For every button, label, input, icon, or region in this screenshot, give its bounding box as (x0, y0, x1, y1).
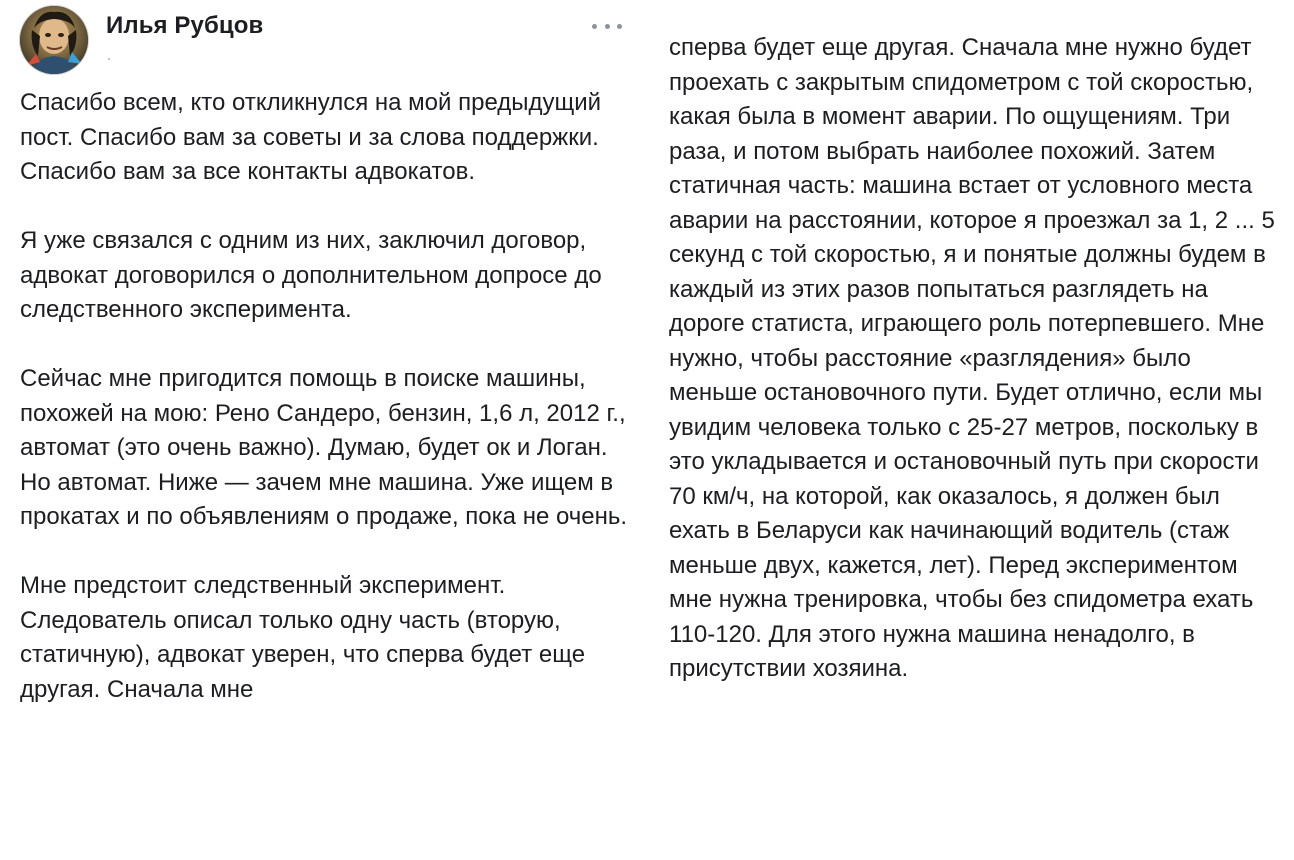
post-panel-right (654, 0, 1294, 860)
more-dot-1 (592, 24, 597, 29)
user-avatar-icon[interactable] (20, 6, 88, 74)
author-name[interactable]: Илья Рубцов (106, 12, 264, 39)
more-dot-2 (605, 24, 610, 29)
continuation-paragraph: сперва будет еще другая. Сначала мне нужно будет проехать с закрытым спидометром с той скоростью, какая была в момент аварии. По ощущениям. Три раза, и потом выбрать наиболее похожий. Затем статичная часть: машина встает от условного места аварии на расстоянии, которое я проезжал за 1, 2 ... 5 секунд с той скоростью, я и понятые должны будем в каждый из этих разов попытаться разглядеть на дороге статиста, играющего роль потерпевшего. Мне нужно, чтобы расстояние «разглядения» было меньше остановочного пути. Будет отлично, если мы увидим человека только с 25-27 метров, поскольку в это укладывается и остановочный путь при скорости 70 км/ч, на которой, как оказалось, я должен был ехать в Беларуси как начинающий водитель (стаж меньше двух, кажется, лет). Перед экспериментом мне нужна тренировка, чтобы без спидометра ехать 110-120. Для этого нужна машина ненадолго, в присутствии хозяина. (669, 34, 1275, 682)
more-options-icon[interactable] (592, 18, 622, 34)
post-body (20, 86, 630, 707)
panel-divider (640, 0, 654, 860)
post-paragraph: Мне предстоит следственный эксперимент. Следователь описал только одну часть (вторую, статичную), адвокат уверен, что сперва будет еще другая. Сначала мне (20, 572, 586, 703)
meta-dot (108, 58, 110, 60)
post-header (20, 6, 626, 76)
more-dot-3 (617, 24, 622, 29)
avatar-image (20, 6, 88, 74)
post-privacy-icon[interactable] (106, 52, 112, 62)
post-panel-left (0, 0, 640, 860)
post-paragraph: Спасибо всем, кто откликнулся на мой предыдущий пост. Спасибо вам за советы и за слова поддержки. Спасибо вам за все контакты адвокатов. (20, 89, 602, 185)
post-paragraph: Сейчас мне пригодится помощь в поиске машины, похожей на мою: Рено Сандеро, бензин, 1,6 л, 2012 г., автомат (это очень важно). Думаю, будет ок и Логан. Но автомат. Ниже — зачем мне машина. Уже ищем в прокатах и по объявлениям о продаже, пока не очень. (20, 365, 628, 530)
post-continuation (669, 31, 1284, 687)
post-paragraph: Я уже связался с одним из них, заключил договор, адвокат договорился о дополнительном допросе до следственного эксперимента. (20, 227, 602, 323)
